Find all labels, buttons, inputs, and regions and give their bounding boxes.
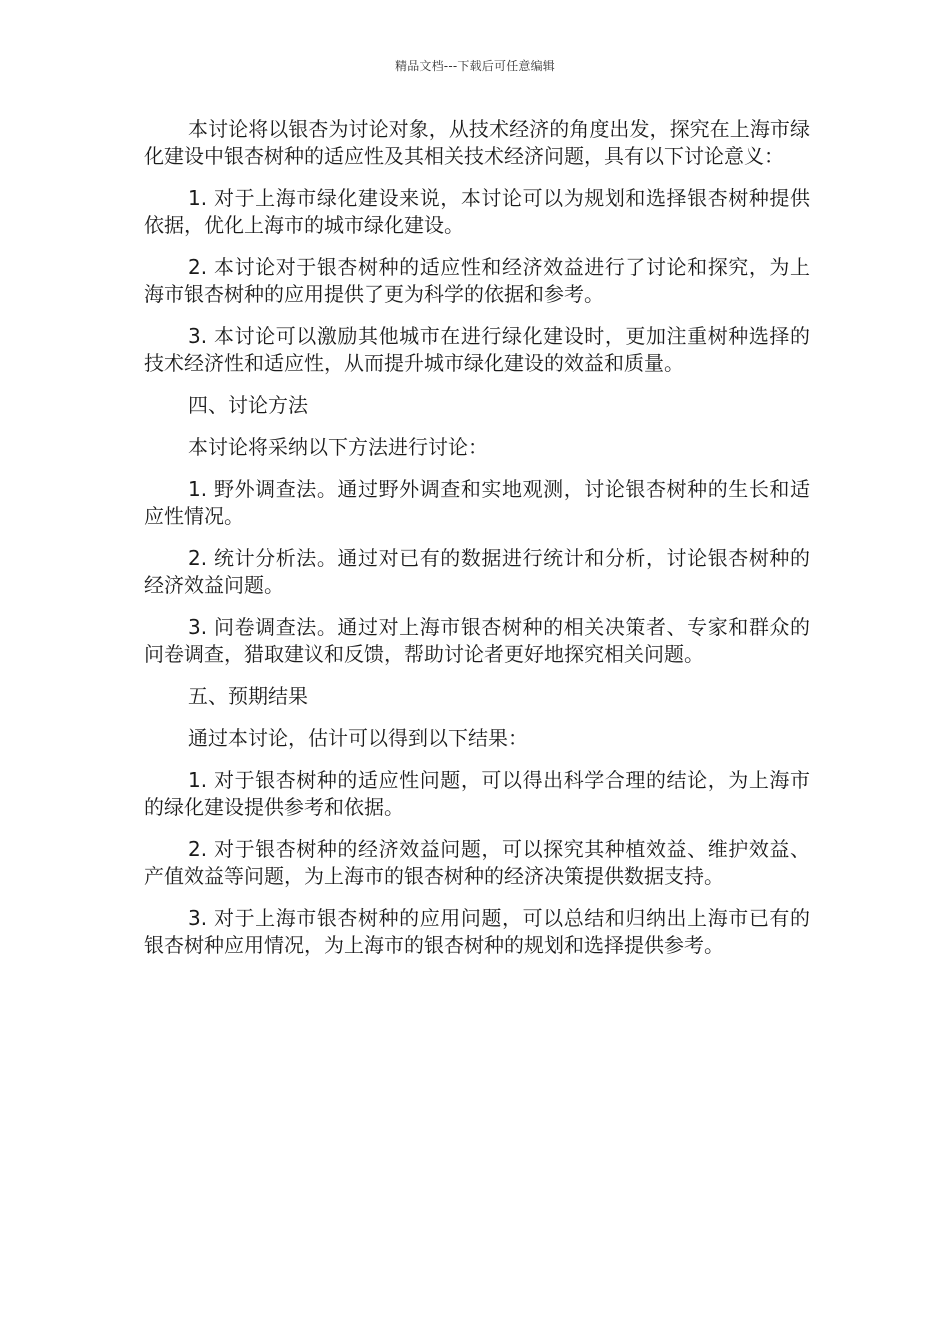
- paragraph-methods-intro: 本讨论将采纳以下方法进行讨论：: [188, 435, 488, 459]
- paragraph-intro: 本讨论将以银杏为讨论对象，从技术经济的角度出发，探究在上海市绿化建设中银杏树种的适应性及其相关技术经济问题，具有以下讨论意义：: [144, 117, 810, 168]
- document-body: [144, 116, 810, 974]
- paragraph-method-1: 1. 野外调查法。通过野外调查和实地观测，讨论银杏树种的生长和适应性情况。: [144, 477, 810, 528]
- section-heading-expected-results: 五、预期结果: [188, 684, 308, 708]
- paragraph-significance-2: 2. 本讨论对于银杏树种的适应性和经济效益进行了讨论和探究，为上海市银杏树种的应用提供了更为科学的依据和参考。: [144, 255, 810, 306]
- page-header: 精品文档---下载后可任意编辑: [395, 59, 555, 73]
- paragraph-method-2: 2. 统计分析法。通过对已有的数据进行统计和分析，讨论银杏树种的经济效益问题。: [144, 546, 810, 597]
- section-heading-methods: 四、讨论方法: [188, 393, 308, 417]
- paragraph-method-3: 3. 问卷调查法。通过对上海市银杏树种的相关决策者、专家和群众的问卷调查，猎取建议和反馈，帮助讨论者更好地探究相关问题。: [144, 615, 810, 666]
- paragraph-result-2: 2. 对于银杏树种的经济效益问题，可以探究其种植效益、维护效益、产值效益等问题，为上海市的银杏树种的经济决策提供数据支持。: [144, 837, 810, 888]
- paragraph-results-intro: 通过本讨论，估计可以得到以下结果：: [188, 726, 528, 750]
- paragraph-result-1: 1. 对于银杏树种的适应性问题，可以得出科学合理的结论，为上海市的绿化建设提供参考和依据。: [144, 768, 810, 819]
- paragraph-significance-1: 1. 对于上海市绿化建设来说，本讨论可以为规划和选择银杏树种提供依据，优化上海市的城市绿化建设。: [144, 186, 810, 237]
- paragraph-significance-3: 3. 本讨论可以激励其他城市在进行绿化建设时，更加注重树种选择的技术经济性和适应性，从而提升城市绿化建设的效益和质量。: [144, 324, 810, 375]
- paragraph-result-3: 3. 对于上海市银杏树种的应用问题，可以总结和归纳出上海市已有的银杏树种应用情况，为上海市的银杏树种的规划和选择提供参考。: [144, 906, 810, 957]
